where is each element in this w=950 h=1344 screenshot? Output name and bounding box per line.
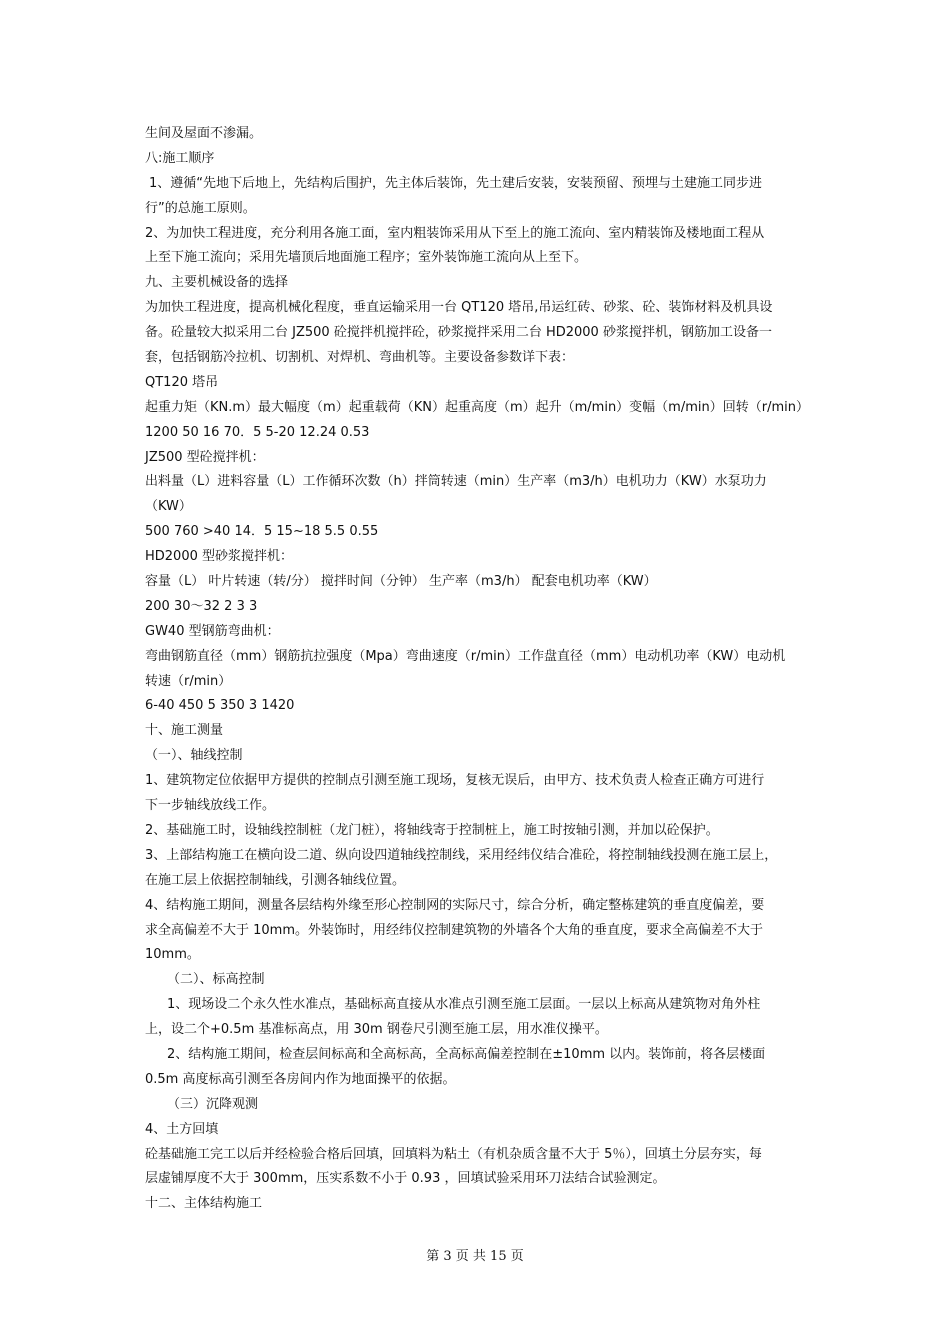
- text-line: 上，设二个+0.5m 基准标高点，用 30m 钢卷尺引测至施工层，用水准仪操平。: [145, 1022, 608, 1038]
- text-line: 生间及屋面不渗漏。: [145, 126, 263, 141]
- equipment-title: QT120 塔吊: [145, 374, 219, 390]
- text-line: 层虚铺厚度不大于 300mm，压实系数不小于 0.93 ，回填试验采用环刀法结合试验测定。: [145, 1171, 666, 1187]
- parameter-values: 500 760 >40 14．5 15~18 5.5 0.55: [145, 524, 379, 540]
- text-line: 2、基础施工时，设轴线控制桩（龙门桩），将轴线寄于控制桩上，施工时按轴引测，并加以砼保护。: [145, 822, 719, 838]
- text-line: 3、上部结构施工在横向设二道、纵向设四道轴线控制线，采用经纬仪结合准砼，将控制轴线投测在施工层上，: [145, 847, 778, 863]
- text-line: 上至下施工流向；采用先墙顶后地面施工程序；室外装饰施工流向从上至下。: [145, 250, 588, 266]
- parameter-header: 容量（L） 叶片转速（转/分） 搅拌时间（分钟） 生产率（m3/h） 配套电机功率（KW）: [145, 574, 657, 590]
- text-line: 4、结构施工期间，测量各层结构外缘至形心控制网的实际尺寸，综合分析，确定整栋建筑的垂直度偏差，要: [145, 897, 765, 913]
- section-heading: 十、施工测量: [145, 723, 224, 739]
- text-line: 1、遵循“先地下后地上，先结构后围护，先主体后装饰，先土建后安装，安装预留、预埋与土建施工同步进: [149, 175, 763, 191]
- text-line: 在施工层上依据控制轴线，引测各轴线位置。: [145, 872, 406, 888]
- equipment-title: GW40 型钢筋弯曲机：: [145, 623, 280, 639]
- text-line: 砼基础施工完工以后并经检验合格后回填，回填料为粘土（有机杂质含量不大于 5％），回填土分层夯实，每: [145, 1146, 762, 1162]
- section-heading: 八:施工顺序: [145, 150, 215, 166]
- parameter-header: 出料量（L）进料容量（L）工作循环次数（h）拌筒转速（min）生产率（m3/h）电机功力（KW）水泵功力: [145, 474, 767, 490]
- equipment-title: HD2000 型砂浆搅拌机：: [145, 549, 294, 565]
- subsection-heading: （二）、标高控制: [167, 972, 265, 988]
- text-line: 为加快工程进度，提高机械化程度，垂直运输采用一台 QT120 塔吊,吊运红砖、砂浆、砼、装饰材料及机具设: [145, 300, 773, 316]
- body-text: [145, 122, 810, 1217]
- parameter-header: 起重力矩（KN.m）最大幅度（m）起重载荷（KN）起重高度（m）起升（m/min）变幅（m/min）回转（r/min）: [145, 399, 809, 415]
- equipment-title: JZ500 型砼搅拌机：: [145, 449, 265, 465]
- subsection-heading: （一）、轴线控制: [145, 748, 243, 764]
- text-line: 备。砼量较大拟采用二台 JZ500 砼搅拌机搅拌砼，砂浆搅拌采用二台 HD2000 砂浆搅拌机，钢筋加工设备一: [145, 325, 772, 341]
- text-line: 10mm。: [145, 947, 200, 963]
- text-line: 2、结构施工期间，检查层间标高和全高标高，全高标高偏差控制在±10mm 以内。装饰前，将各层楼面: [167, 1046, 766, 1062]
- parameter-values: 200 30～32 2 3 3: [145, 598, 258, 614]
- text-line: 2、为加快工程进度，充分利用各施工面，室内粗装饰采用从下至上的施工流向、室内精装饰及楼地面工程从: [145, 225, 765, 241]
- subsection-heading: （三）沉降观测: [167, 1096, 259, 1112]
- text-line: 求全高偏差不大于 10mm。外装饰时，用经纬仪控制建筑物的外墙各个大角的垂直度，要求全高偏差不大于: [145, 922, 764, 938]
- text-line: 行”的总施工原则。: [145, 200, 256, 216]
- parameter-header: 转速（r/min）: [145, 673, 232, 689]
- text-line: 1、现场设二个永久性水准点，基础标高直接从水准点引测至施工层面。一层以上标高从建筑物对角外柱: [167, 997, 761, 1013]
- text-line: 下一步轴线放线工作。: [145, 798, 276, 814]
- text-line: 0.5m 高度标高引测至各房间内作为地面操平的依据。: [145, 1071, 456, 1087]
- parameter-values: 1200 50 16 70．5 5-20 12.24 0.53: [145, 424, 370, 440]
- parameter-header: （KW）: [145, 499, 192, 515]
- parameter-header: 弯曲钢筋直径（mm）钢筋抗拉强度（Mpa）弯曲速度（r/min）工作盘直径（mm）电动机功率（KW）电动机: [145, 648, 786, 664]
- text-line: 1、建筑物定位依据甲方提供的控制点引测至施工现场，复核无误后，由甲方、技术负责人检查正确方可进行: [145, 773, 765, 789]
- section-heading: 九、主要机械设备的选择: [145, 275, 289, 291]
- section-heading: 4、土方回填: [145, 1121, 219, 1137]
- section-heading: 十二、主体结构施工: [145, 1196, 263, 1212]
- text-line: 套，包括钢筋冷拉机、切割机、对焊机、弯曲机等。主要设备参数详下表：: [145, 350, 575, 366]
- parameter-values: 6-40 450 5 350 3 1420: [145, 698, 295, 714]
- page-footer: 第 3 页 共 15 页: [426, 1249, 524, 1264]
